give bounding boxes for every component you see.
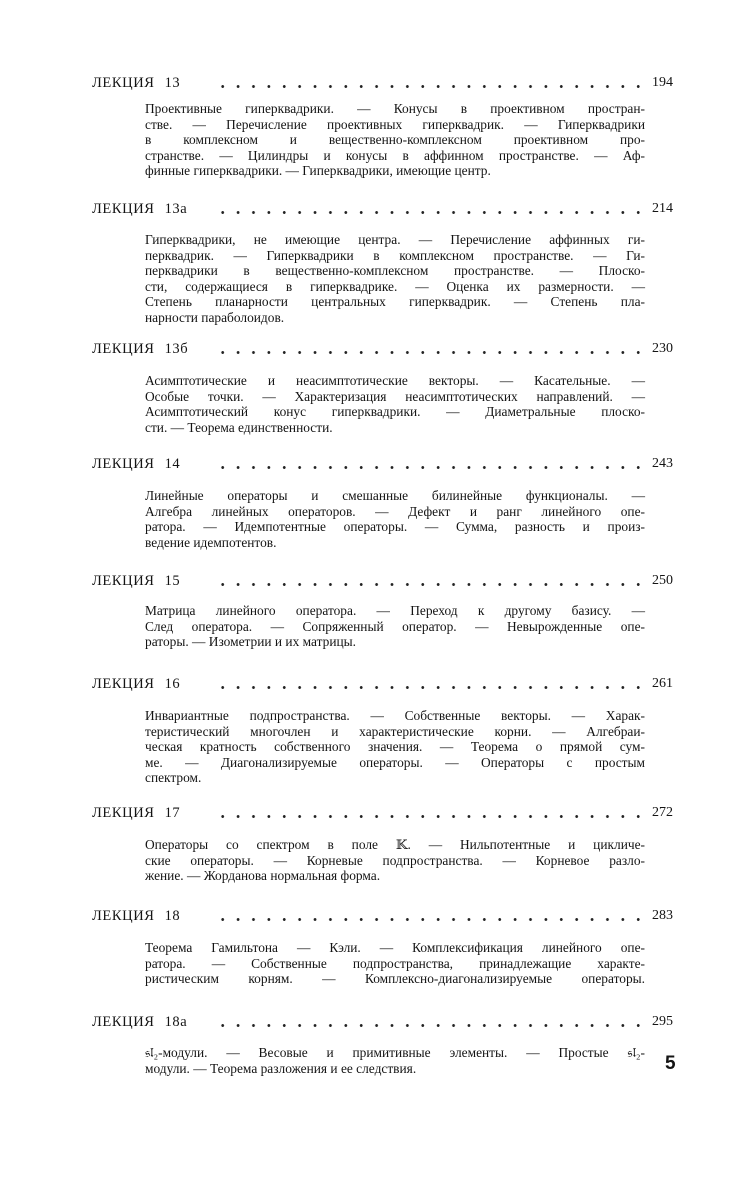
lecture-page-number: 283 [652,908,673,923]
dot-leader [215,583,644,586]
summary-line: Асимптотический конус гиперквадрики. — Диаметральные плоско- [145,404,645,420]
summary-line: модули. — Теорема разложения и ее следствия. [145,1060,417,1076]
lecture-number: 13б [164,341,189,357]
lecture-label: ЛЕКЦИЯ [92,75,155,91]
summary-line: Линейные операторы и смешанные билинейные функционалы. — [145,488,645,503]
lecture-page-number: 261 [652,676,673,691]
lecture-label: ЛЕКЦИЯ [92,1014,155,1030]
lecture-number: 16 [164,676,181,692]
lecture-label: ЛЕКЦИЯ [92,201,155,217]
dot-leader [215,466,644,469]
lecture-heading [0,73,756,93]
lecture-heading [0,199,756,219]
lecture-title [92,803,180,823]
summary-line: перквадрики в вещественно-комплексном пространстве. — Плоско- [145,263,645,279]
lecture-page-number: 250 [652,573,673,588]
lecture-title [92,674,180,694]
summary-line: раторы. — Изометрии и их матрицы. [145,634,357,650]
lecture-page-number: 272 [652,805,673,820]
summary-line: 𝔰𝔩₂-модули. — Весовые и примитивные элементы. — Простые 𝔰𝔩₂- [145,1045,645,1060]
lecture-heading [0,571,756,591]
summary-line: жение. — Жорданова нормальная форма. [145,868,381,884]
lecture-summary [145,837,645,884]
lecture-summary [145,940,645,987]
lecture-label: ЛЕКЦИЯ [92,676,155,692]
lecture-heading [0,803,756,823]
lecture-label: ЛЕКЦИЯ [92,573,155,589]
summary-line: Операторы со спектром в поле 𝕂. — Нильпотентные и цикличе- [145,837,645,852]
lecture-page-number: 230 [652,341,673,356]
lecture-summary [145,488,645,550]
lecture-number: 18а [164,1014,188,1030]
dot-leader [215,85,644,88]
summary-line: Гиперквадрики, не имеющие центра. — Перечисление аффинных ги- [145,232,645,247]
summary-line: в комплексном и вещественно-комплексном проективном про- [145,132,645,148]
summary-line: Проективные гиперквадрики. — Конусы в проективном простран- [145,101,645,116]
lecture-summary [145,373,645,435]
lecture-heading [0,674,756,694]
dot-leader [215,1024,644,1027]
summary-line: ратора. — Собственные подпространства, принадлежащие характе- [145,955,645,971]
lecture-summary [145,1045,645,1076]
lecture-label: ЛЕКЦИЯ [92,908,155,924]
lecture-number: 18 [164,908,181,924]
lecture-number: 13 [164,75,181,91]
lecture-page-number: 243 [652,456,673,471]
lecture-summary [145,232,645,326]
summary-line: перквадрик. — Гиперквадрики в комплексном пространстве. — Ги- [145,247,645,263]
lecture-label: ЛЕКЦИЯ [92,456,155,472]
summary-line: Инвариантные подпространства. — Собственные векторы. — Харак- [145,708,645,723]
summary-line: финные гиперквадрики. — Гиперквадрики, имеющие центр. [145,163,491,179]
summary-line: спектром. [145,770,202,786]
dot-leader [215,815,644,818]
summary-line: Теорема Гамильтона — Кэли. — Комплексификация линейного опе- [145,940,645,955]
lecture-summary [145,603,645,650]
dot-leader [215,211,644,214]
lecture-summary [145,708,645,786]
summary-line: сти. — Теорема единственности. [145,419,333,435]
page-number: 5 [665,1053,676,1074]
lecture-title [92,73,180,93]
summary-line: ристическим корням. — Комплексно-диагонализируемые операторы. [145,971,645,987]
summary-line: нарности параболоидов. [145,309,285,325]
lecture-title [92,454,180,474]
summary-line: сти, содержащиеся в гиперквадрике. — Оценка их размерности. — [145,278,645,294]
summary-line: ческая кратность собственного значения. — Теорема о прямой сум- [145,739,645,755]
summary-line: стве. — Перечисление проективных гиперквадрик. — Гиперквадрики [145,116,645,132]
dot-leader [215,686,644,689]
lecture-title [92,199,187,219]
lecture-number: 15 [164,573,181,589]
lecture-title [92,906,180,926]
summary-line: ратора. — Идемпотентные операторы. — Сумма, разность и произ- [145,519,645,535]
lecture-page-number: 194 [652,75,673,90]
dot-leader [215,918,644,921]
summary-line: Асимптотические и неасимптотические векторы. — Касательные. — [145,373,645,388]
lecture-label: ЛЕКЦИЯ [92,805,155,821]
summary-line: ские операторы. — Корневые подпространства. — Корневое разло- [145,852,645,868]
lecture-heading [0,1012,756,1032]
lecture-summary [145,101,645,179]
summary-line: Алгебра линейных операторов. — Дефект и ранг линейного опе- [145,503,645,519]
summary-line: ведение идемпотентов. [145,534,277,550]
summary-line: ме. — Диагонализируемые операторы. — Операторы с простым [145,754,645,770]
summary-line: странстве. — Цилиндры и конусы в аффинном пространстве. — Аф- [145,147,645,163]
lecture-heading [0,339,756,359]
lecture-number: 13а [164,201,188,217]
lecture-title [92,339,188,359]
lecture-heading [0,454,756,474]
summary-line: Матрица линейного оператора. — Переход к другому базису. — [145,603,645,618]
lecture-number: 14 [164,456,181,472]
lecture-page-number: 295 [652,1014,673,1029]
lecture-heading [0,906,756,926]
lecture-number: 17 [164,805,181,821]
summary-line: теристический многочлен и характеристические корни. — Алгебраи- [145,723,645,739]
summary-line: Степень планарности центральных гиперквадрик. — Степень пла- [145,294,645,310]
lecture-title [92,1012,187,1032]
lecture-title [92,571,180,591]
summary-line: След оператора. — Сопряженный оператор. — Невырожденные опе- [145,618,645,634]
lecture-label: ЛЕКЦИЯ [92,341,155,357]
lecture-page-number: 214 [652,201,673,216]
dot-leader [215,351,644,354]
summary-line: Особые точки. — Характеризация неасимптотических направлений. — [145,388,645,404]
